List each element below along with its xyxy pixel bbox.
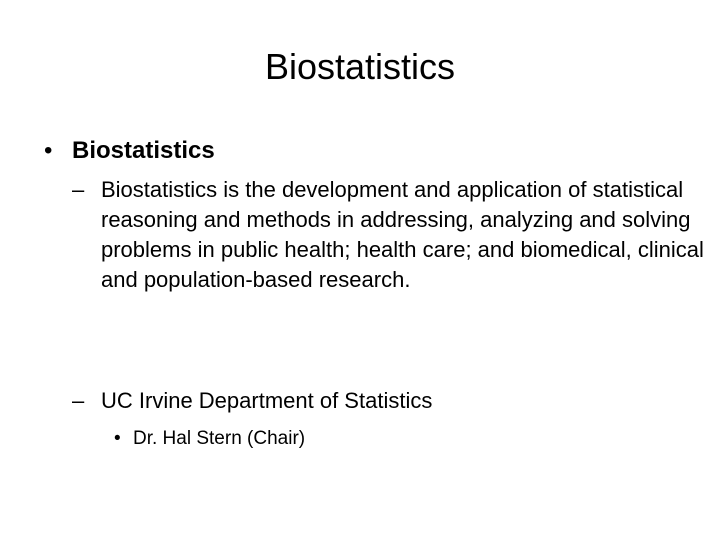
dash-marker: – xyxy=(72,388,85,413)
chair-text: Dr. Hal Stern (Chair) xyxy=(133,428,306,449)
bullet-marker: • xyxy=(114,428,121,449)
dash-marker: – xyxy=(72,177,85,202)
definition-text: Biostatistics is the development and application of statistical reasoning and methods in addressing, analyzing and solving problems in public health; health care; and biomedical, clinical and population-based research. xyxy=(101,177,704,292)
bullet-marker: • xyxy=(44,137,53,164)
department-text: UC Irvine Department of Statistics xyxy=(101,388,433,413)
bullet-text: Biostatistics xyxy=(72,137,215,164)
sub-bullet-department xyxy=(72,386,708,416)
sub-bullet-definition xyxy=(72,175,708,295)
slide-title: Biostatistics xyxy=(264,46,456,87)
